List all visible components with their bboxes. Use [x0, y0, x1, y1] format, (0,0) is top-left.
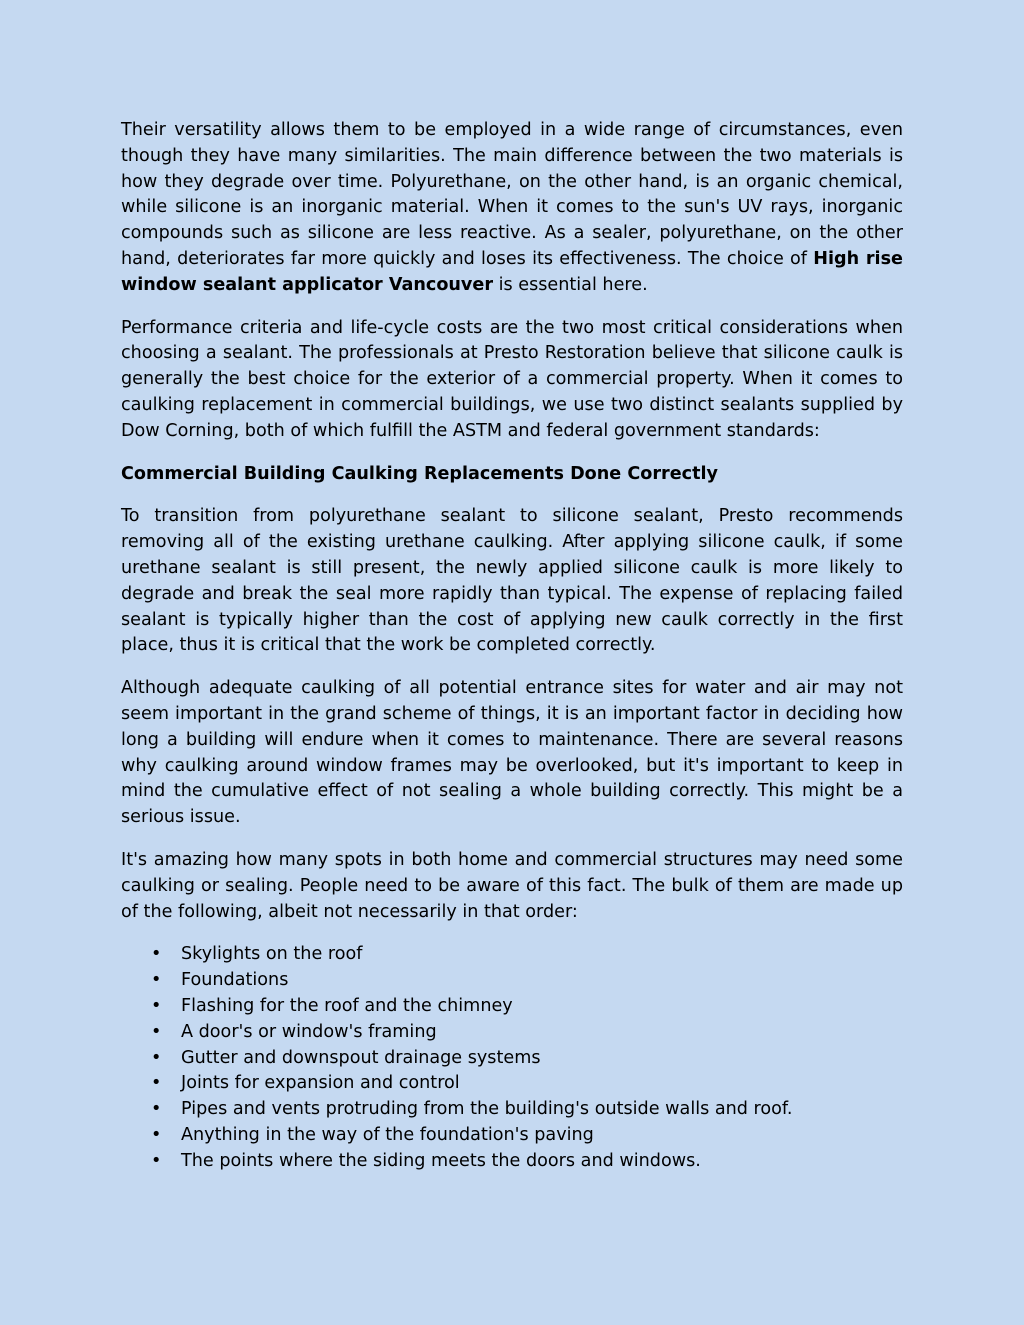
list-item-text: The points where the siding meets the doors and windows.	[181, 1150, 701, 1171]
paragraph-transition: To transition from polyurethane sealant to silicone sealant, Presto recommends removing all of the existing urethane caulking. After applying silicone caulk, if some urethane sealant is still present, the newly applied silicone caulk is more likely to degrade and break the seal more rapidly than typical. The expense of replacing failed sealant is typically higher than the cost of applying new caulk correctly in the first place, thus it is critical that the work be completed correctly.	[121, 506, 903, 656]
list-item-text: Pipes and vents protruding from the building's outside walls and roof.	[181, 1099, 793, 1120]
list-item-text: Flashing for the roof and the chimney	[181, 995, 513, 1016]
bullet-icon: •	[151, 944, 162, 965]
list-item-text: Skylights on the roof	[181, 944, 363, 965]
bullet-icon: •	[151, 1150, 162, 1171]
list-item-text: Joints for expansion and control	[181, 1073, 460, 1094]
list-item	[121, 1097, 903, 1123]
bullet-icon: •	[151, 970, 162, 991]
paragraph-performance-criteria: Performance criteria and life-cycle costs are the two most critical considerations when choosing a sealant. The professionals at Presto Restoration believe that silicone caulk is generally the best choice for the exterior of a commercial property. When it comes to caulking replacement in commercial buildings, we use two distinct sealants supplied by Dow Corning, both of which fulfill the ASTM and federal government standards:	[121, 317, 903, 441]
list-item-text: Gutter and downspout drainage systems	[181, 1047, 541, 1068]
list-item	[121, 1046, 903, 1072]
bullet-icon: •	[151, 1073, 162, 1094]
list-item-text: Foundations	[181, 970, 289, 991]
list-item	[121, 994, 903, 1020]
bullet-icon: •	[151, 1047, 162, 1068]
bullet-icon: •	[151, 1021, 162, 1042]
section-heading: Commercial Building Caulking Replacements Done Correctly	[121, 463, 718, 484]
bullet-icon: •	[151, 995, 162, 1016]
list-item	[121, 942, 903, 968]
list-item	[121, 1123, 903, 1149]
bullet-icon: •	[151, 1099, 162, 1120]
list-item	[121, 968, 903, 994]
paragraph-caulking-importance: Although adequate caulking of all potential entrance sites for water and air may not seem important in the grand scheme of things, it is an important factor in deciding how long a building will endure when it comes to maintenance. There are several reasons why caulking around window frames may be overlooked, but it's important to keep in mind the cumulative effect of not sealing a whole building correctly. This might be a serious issue.	[121, 678, 903, 828]
document-page	[121, 118, 903, 1174]
bullet-icon: •	[151, 1124, 162, 1145]
paragraph-1-text: Their versatility allows them to be employed in a wide range of circumstances, even though they have many similarities. The main difference between the two materials is how they degrade over time. Polyurethane, on the other hand, is an organic chemical, while silicone is an inorganic material. When it comes to the sun's UV rays, inorganic compounds such as silicone are less reactive. As a sealer, polyurethane, on the other hand, deteriorates far more quickly and loses its effectiveness. The choice of	[121, 120, 903, 269]
paragraph-spots-intro: It's amazing how many spots in both home and commercial structures may need some caulking or sealing. People need to be aware of this fact. The bulk of them are made up of the following, albeit not necessarily in that order:	[121, 849, 903, 922]
caulking-spots-list	[121, 942, 903, 1174]
list-item-text: A door's or window's framing	[181, 1021, 437, 1042]
sealant-applicator-keyword: High rise window sealant applicator Vancouver	[121, 248, 903, 295]
list-item	[121, 1071, 903, 1097]
list-item	[121, 1020, 903, 1046]
list-item-text: Anything in the way of the foundation's paving	[181, 1124, 594, 1145]
paragraph-1-tail: is essential here.	[493, 274, 648, 295]
list-item	[121, 1149, 903, 1175]
paragraph-material-comparison	[121, 118, 903, 299]
